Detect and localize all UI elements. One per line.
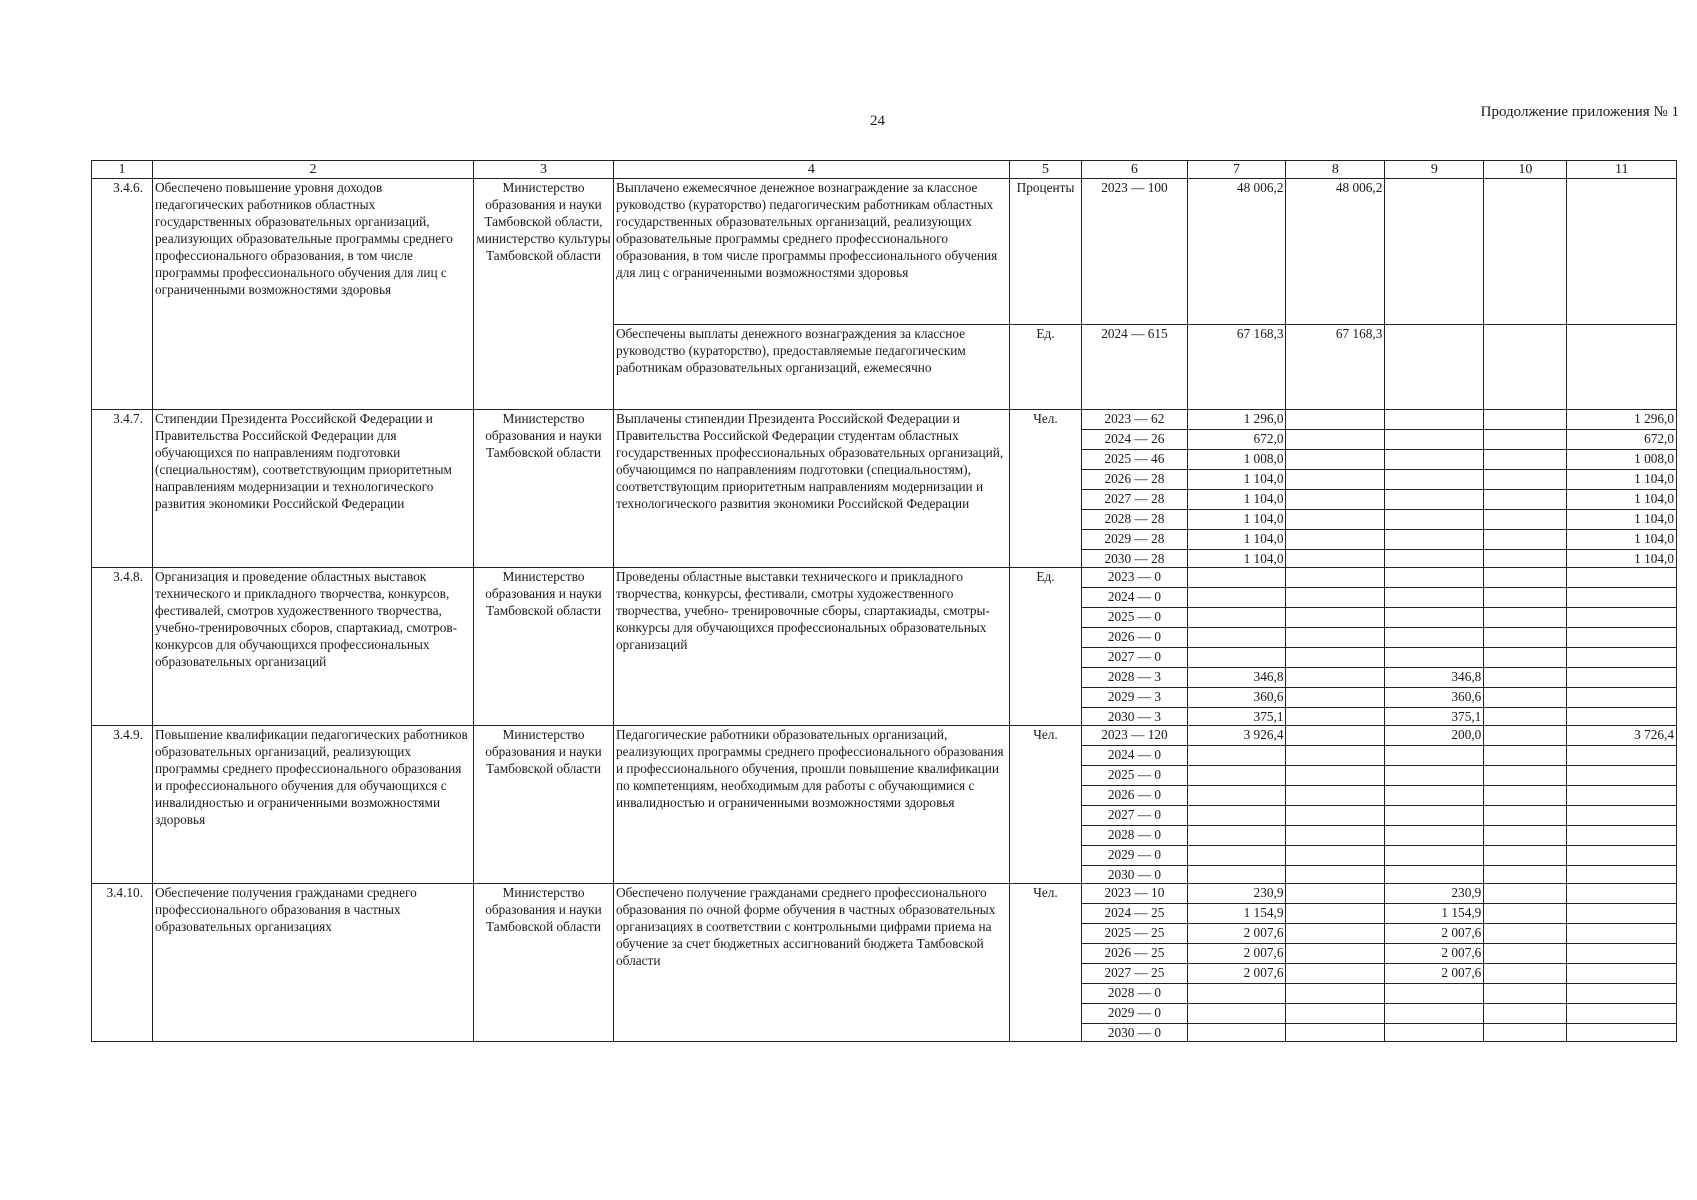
amount-col9: 2 007,6	[1385, 924, 1484, 944]
year-value: 2027 — 0	[1082, 806, 1187, 826]
year-value: 2026 — 0	[1082, 786, 1187, 806]
indicator-unit: Ед.	[1009, 568, 1082, 726]
amount-col10	[1484, 984, 1567, 1004]
amount-col9	[1385, 410, 1484, 430]
amount-total: 1 104,0	[1187, 470, 1286, 490]
item-name: Обеспечение получения гражданами среднего профессионального образования в частных образовательных организациях	[153, 884, 474, 1042]
amount-col10	[1484, 179, 1567, 325]
amount-total: 2 007,6	[1187, 924, 1286, 944]
year-value: 2025 — 0	[1082, 766, 1187, 786]
year-value: 2029 — 28	[1082, 530, 1187, 550]
indicator-unit: Чел.	[1009, 410, 1082, 568]
amount-col8	[1286, 904, 1385, 924]
amount-col11	[1567, 746, 1677, 766]
year-value: 2024 — 615	[1082, 325, 1187, 410]
amount-total: 2 007,6	[1187, 964, 1286, 984]
amount-col9	[1385, 1004, 1484, 1024]
column-header: 5	[1009, 161, 1082, 179]
amount-total	[1187, 1024, 1286, 1042]
year-value: 2029 — 3	[1082, 688, 1187, 708]
amount-col10	[1484, 550, 1567, 568]
amount-col9: 346,8	[1385, 668, 1484, 688]
amount-col11: 672,0	[1567, 430, 1677, 450]
amount-col10	[1484, 786, 1567, 806]
amount-col8	[1286, 726, 1385, 746]
amount-total: 2 007,6	[1187, 944, 1286, 964]
page-number: 24	[870, 113, 885, 129]
year-value: 2025 — 46	[1082, 450, 1187, 470]
column-header: 8	[1286, 161, 1385, 179]
year-value: 2029 — 0	[1082, 1004, 1187, 1024]
amount-col9	[1385, 846, 1484, 866]
indicator-description: Выплачены стипендии Президента Российской Федерации и Правительства Российской Федерации студентам областных государственных профессиональных образовательных организаций, обучающимся по направлениям подготовки (специальностям), соответствующим приоритетным направлениям модернизации и технологического развития экономики Российской Федерации	[613, 410, 1009, 568]
continuation-label: Продолжение приложения № 1	[1480, 104, 1679, 120]
amount-col11	[1567, 568, 1677, 588]
amount-col9	[1385, 430, 1484, 450]
year-value: 2030 — 0	[1082, 1024, 1187, 1042]
amount-col10	[1484, 708, 1567, 726]
column-header: 2	[153, 161, 474, 179]
amount-col10	[1484, 325, 1567, 410]
amount-col8	[1286, 984, 1385, 1004]
year-value: 2028 — 0	[1082, 984, 1187, 1004]
indicator-description: Педагогические работники образовательных организаций, реализующих программы среднего профессионального образования и профессионального обучения, прошли повышение квалификации по компетенциям, необходимым для работы с обучающимися с инвалидностью и ограниченными возможностями здоровья	[613, 726, 1009, 884]
amount-col8	[1286, 746, 1385, 766]
amount-total: 346,8	[1187, 668, 1286, 688]
amount-total: 230,9	[1187, 884, 1286, 904]
year-value: 2023 — 10	[1082, 884, 1187, 904]
amount-col10	[1484, 648, 1567, 668]
item-executor: Министерство образования и науки Тамбовской области	[474, 884, 614, 1042]
amount-col8: 48 006,2	[1286, 179, 1385, 325]
appendix-table	[91, 160, 1677, 1042]
amount-col8	[1286, 490, 1385, 510]
amount-col10	[1484, 904, 1567, 924]
amount-col10	[1484, 924, 1567, 944]
amount-col10	[1484, 806, 1567, 826]
amount-col11	[1567, 964, 1677, 984]
indicator-description: Обеспечено получение гражданами среднего профессионального образования по очной форме обучения в частных образовательных организациях в соответствии с контрольными цифрами приема на обучение за счет бюджетных ассигнований бюджета Тамбовской области	[613, 884, 1009, 1042]
amount-col9	[1385, 766, 1484, 786]
amount-col9	[1385, 179, 1484, 325]
item-executor: Министерство образования и науки Тамбовской области, министерство культуры Тамбовской области	[474, 179, 614, 410]
amount-col8	[1286, 588, 1385, 608]
amount-col9	[1385, 866, 1484, 884]
amount-col8	[1286, 410, 1385, 430]
column-header: 7	[1187, 161, 1286, 179]
amount-col8	[1286, 786, 1385, 806]
amount-col9: 200,0	[1385, 726, 1484, 746]
amount-col8	[1286, 866, 1385, 884]
table-row	[92, 568, 1677, 588]
amount-col11	[1567, 846, 1677, 866]
column-header: 10	[1484, 161, 1567, 179]
amount-col11	[1567, 924, 1677, 944]
year-value: 2023 — 62	[1082, 410, 1187, 430]
amount-col11	[1567, 826, 1677, 846]
amount-col9: 375,1	[1385, 708, 1484, 726]
amount-total: 1 104,0	[1187, 510, 1286, 530]
amount-col8	[1286, 648, 1385, 668]
item-name: Повышение квалификации педагогических работников образовательных организаций, реализующих программы среднего профессионального образования и профессионального обучения для обучающихся с инвалидностью и ограниченными возможностями здоровья	[153, 726, 474, 884]
amount-col11	[1567, 628, 1677, 648]
amount-total: 672,0	[1187, 430, 1286, 450]
amount-total	[1187, 1004, 1286, 1024]
amount-col9	[1385, 490, 1484, 510]
column-header: 11	[1567, 161, 1677, 179]
amount-col8	[1286, 884, 1385, 904]
amount-col8	[1286, 1004, 1385, 1024]
amount-col9	[1385, 530, 1484, 550]
amount-total: 1 296,0	[1187, 410, 1286, 430]
amount-total	[1187, 866, 1286, 884]
amount-total: 67 168,3	[1187, 325, 1286, 410]
amount-col9	[1385, 588, 1484, 608]
amount-col11	[1567, 944, 1677, 964]
year-value: 2030 — 28	[1082, 550, 1187, 568]
amount-col10	[1484, 628, 1567, 648]
amount-col10	[1484, 530, 1567, 550]
amount-col8	[1286, 510, 1385, 530]
item-code: 3.4.7.	[92, 410, 153, 568]
amount-col11	[1567, 688, 1677, 708]
year-value: 2029 — 0	[1082, 846, 1187, 866]
amount-col9	[1385, 1024, 1484, 1042]
year-value: 2023 — 100	[1082, 179, 1187, 325]
amount-total: 1 104,0	[1187, 550, 1286, 568]
amount-col10	[1484, 846, 1567, 866]
amount-col8	[1286, 846, 1385, 866]
amount-col11	[1567, 325, 1677, 410]
year-value: 2027 — 25	[1082, 964, 1187, 984]
amount-col8	[1286, 608, 1385, 628]
year-value: 2024 — 0	[1082, 746, 1187, 766]
amount-col10	[1484, 510, 1567, 530]
amount-col11: 1 008,0	[1567, 450, 1677, 470]
amount-col10	[1484, 430, 1567, 450]
amount-col10	[1484, 726, 1567, 746]
amount-col9	[1385, 608, 1484, 628]
amount-col10	[1484, 1024, 1567, 1042]
amount-col8	[1286, 470, 1385, 490]
amount-col11: 1 104,0	[1567, 550, 1677, 568]
amount-total	[1187, 846, 1286, 866]
table-row	[92, 179, 1677, 325]
year-value: 2023 — 120	[1082, 726, 1187, 746]
amount-col8	[1286, 924, 1385, 944]
year-value: 2030 — 0	[1082, 866, 1187, 884]
amount-col10	[1484, 944, 1567, 964]
amount-col8	[1286, 568, 1385, 588]
amount-total: 1 104,0	[1187, 530, 1286, 550]
year-value: 2028 — 0	[1082, 826, 1187, 846]
amount-col11: 1 296,0	[1567, 410, 1677, 430]
amount-col10	[1484, 410, 1567, 430]
year-value: 2024 — 25	[1082, 904, 1187, 924]
year-value: 2024 — 0	[1082, 588, 1187, 608]
amount-col10	[1484, 826, 1567, 846]
amount-col8	[1286, 944, 1385, 964]
amount-total	[1187, 588, 1286, 608]
amount-col8: 67 168,3	[1286, 325, 1385, 410]
amount-col11	[1567, 179, 1677, 325]
amount-col8	[1286, 688, 1385, 708]
amount-total	[1187, 766, 1286, 786]
amount-col10	[1484, 450, 1567, 470]
amount-col8	[1286, 450, 1385, 470]
column-header: 9	[1385, 161, 1484, 179]
amount-col8	[1286, 1024, 1385, 1042]
amount-col11	[1567, 904, 1677, 924]
amount-col9	[1385, 550, 1484, 568]
amount-total: 360,6	[1187, 688, 1286, 708]
amount-col11	[1567, 884, 1677, 904]
amount-total: 1 008,0	[1187, 450, 1286, 470]
amount-col8	[1286, 806, 1385, 826]
amount-total	[1187, 786, 1286, 806]
item-executor: Министерство образования и науки Тамбовской области	[474, 726, 614, 884]
amount-col10	[1484, 490, 1567, 510]
amount-col10	[1484, 1004, 1567, 1024]
year-value: 2026 — 25	[1082, 944, 1187, 964]
amount-total	[1187, 568, 1286, 588]
amount-col9: 230,9	[1385, 884, 1484, 904]
item-name: Обеспечено повышение уровня доходов педагогических работников областных государственных образовательных организаций, реализующих образовательные программы среднего профессионального образования, в том числе программы профессионального обучения для лиц с ограниченными возможностями здоровья	[153, 179, 474, 410]
year-value: 2028 — 3	[1082, 668, 1187, 688]
item-code: 3.4.9.	[92, 726, 153, 884]
amount-col11	[1567, 984, 1677, 1004]
amount-total: 3 926,4	[1187, 726, 1286, 746]
item-code: 3.4.10.	[92, 884, 153, 1042]
year-value: 2025 — 25	[1082, 924, 1187, 944]
amount-col11: 3 726,4	[1567, 726, 1677, 746]
amount-col9	[1385, 510, 1484, 530]
amount-total	[1187, 648, 1286, 668]
amount-col10	[1484, 688, 1567, 708]
table-row	[92, 410, 1677, 430]
amount-total	[1187, 628, 1286, 648]
amount-col11	[1567, 1004, 1677, 1024]
item-code: 3.4.8.	[92, 568, 153, 726]
item-executor: Министерство образования и науки Тамбовской области	[474, 568, 614, 726]
amount-col11: 1 104,0	[1567, 470, 1677, 490]
amount-col10	[1484, 668, 1567, 688]
amount-col10	[1484, 964, 1567, 984]
amount-col10	[1484, 588, 1567, 608]
amount-col8	[1286, 708, 1385, 726]
amount-col10	[1484, 884, 1567, 904]
amount-col11	[1567, 668, 1677, 688]
indicator-description: Проведены областные выставки технического и прикладного творчества, конкурсы, фестивали, смотры художественного творчества, учебно- тренировочные сборы, спартакиады, смотры-конкурсы для обучающихся профессиональных образовательных организаций	[613, 568, 1009, 726]
amount-total: 1 154,9	[1187, 904, 1286, 924]
amount-col9: 360,6	[1385, 688, 1484, 708]
amount-col10	[1484, 766, 1567, 786]
amount-total: 1 104,0	[1187, 490, 1286, 510]
amount-col11: 1 104,0	[1567, 510, 1677, 530]
amount-col10	[1484, 866, 1567, 884]
amount-col9	[1385, 746, 1484, 766]
amount-col9	[1385, 806, 1484, 826]
amount-col11	[1567, 588, 1677, 608]
year-value: 2023 — 0	[1082, 568, 1187, 588]
amount-col9	[1385, 826, 1484, 846]
indicator-unit: Ед.	[1009, 325, 1082, 410]
amount-total	[1187, 608, 1286, 628]
amount-col11	[1567, 708, 1677, 726]
amount-col8	[1286, 668, 1385, 688]
amount-total	[1187, 746, 1286, 766]
column-header: 1	[92, 161, 153, 179]
amount-col8	[1286, 628, 1385, 648]
amount-col11	[1567, 1024, 1677, 1042]
year-value: 2027 — 0	[1082, 648, 1187, 668]
amount-col9	[1385, 568, 1484, 588]
year-value: 2027 — 28	[1082, 490, 1187, 510]
year-value: 2026 — 28	[1082, 470, 1187, 490]
table-header-row	[92, 161, 1677, 179]
amount-col9	[1385, 450, 1484, 470]
table-row	[92, 884, 1677, 904]
amount-total: 48 006,2	[1187, 179, 1286, 325]
amount-col11	[1567, 766, 1677, 786]
amount-col10	[1484, 746, 1567, 766]
year-value: 2028 — 28	[1082, 510, 1187, 530]
amount-col11	[1567, 608, 1677, 628]
column-header: 3	[474, 161, 614, 179]
amount-total	[1187, 826, 1286, 846]
item-name: Стипендии Президента Российской Федерации и Правительства Российской Федерации для обучающихся по направлениям подготовки (специальностям), соответствующим приоритетным направлениям модернизации и технологического развития экономики Российской Федерации	[153, 410, 474, 568]
amount-col9: 1 154,9	[1385, 904, 1484, 924]
amount-col8	[1286, 550, 1385, 568]
amount-col8	[1286, 766, 1385, 786]
year-value: 2025 — 0	[1082, 608, 1187, 628]
column-header: 6	[1082, 161, 1187, 179]
item-code: 3.4.6.	[92, 179, 153, 410]
amount-col9	[1385, 786, 1484, 806]
table-body	[92, 179, 1677, 1042]
item-name: Организация и проведение областных выставок технического и прикладного творчества, конкурсов, фестивалей, смотров художественного творчества, учебно-тренировочных сборов, спартакиад, смотров-конкурсов для обучающихся профессиональных образовательных организаций	[153, 568, 474, 726]
indicator-unit: Чел.	[1009, 884, 1082, 1042]
table-row	[92, 726, 1677, 746]
indicator-description: Выплачено ежемесячное денежное вознаграждение за классное руководство (кураторство) педагогическим работникам областных государственных образовательных организаций, реализующих образовательные программы среднего профессионального образования, в том числе программы профессионального обучения для лиц с ограниченными возможностями здоровья	[613, 179, 1009, 325]
amount-col11: 1 104,0	[1567, 530, 1677, 550]
amount-col11	[1567, 866, 1677, 884]
amount-col8	[1286, 964, 1385, 984]
amount-col11: 1 104,0	[1567, 490, 1677, 510]
amount-col9	[1385, 648, 1484, 668]
amount-col10	[1484, 568, 1567, 588]
amount-total	[1187, 806, 1286, 826]
amount-col11	[1567, 806, 1677, 826]
amount-col11	[1567, 786, 1677, 806]
amount-total	[1187, 984, 1286, 1004]
year-value: 2024 — 26	[1082, 430, 1187, 450]
amount-col9	[1385, 470, 1484, 490]
amount-col9: 2 007,6	[1385, 964, 1484, 984]
amount-col10	[1484, 608, 1567, 628]
amount-col8	[1286, 530, 1385, 550]
amount-col11	[1567, 648, 1677, 668]
column-header: 4	[613, 161, 1009, 179]
amount-col9	[1385, 325, 1484, 410]
amount-col8	[1286, 826, 1385, 846]
item-executor: Министерство образования и науки Тамбовской области	[474, 410, 614, 568]
amount-col9	[1385, 984, 1484, 1004]
amount-col8	[1286, 430, 1385, 450]
amount-col9: 2 007,6	[1385, 944, 1484, 964]
indicator-unit: Проценты	[1009, 179, 1082, 325]
indicator-unit: Чел.	[1009, 726, 1082, 884]
year-value: 2026 — 0	[1082, 628, 1187, 648]
amount-total: 375,1	[1187, 708, 1286, 726]
year-value: 2030 — 3	[1082, 708, 1187, 726]
indicator-description: Обеспечены выплаты денежного вознаграждения за классное руководство (кураторство), предоставляемые педагогическим работникам образовательных организаций, ежемесячно	[613, 325, 1009, 410]
amount-col9	[1385, 628, 1484, 648]
amount-col10	[1484, 470, 1567, 490]
